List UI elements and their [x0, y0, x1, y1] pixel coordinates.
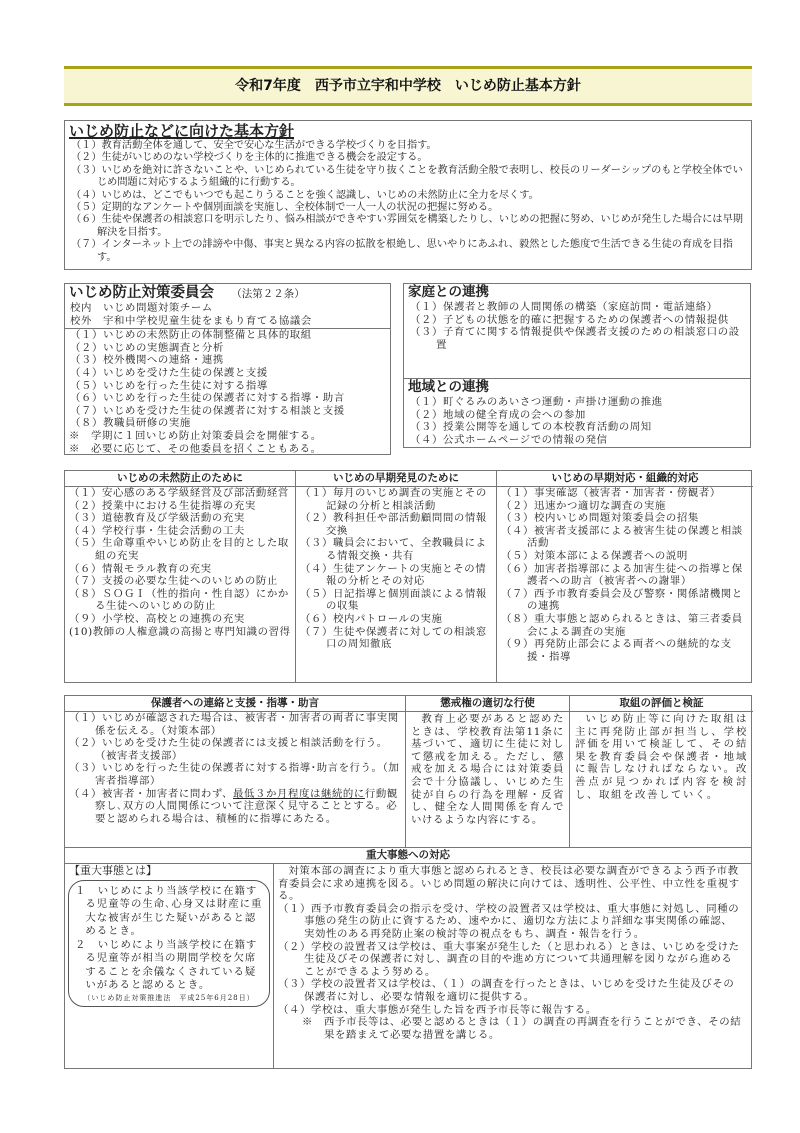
committee-list: [65, 329, 390, 430]
list-item: （６）生徒や保護者の相談窓口を明示したり、悩み相談ができやすい雰囲気を構築したりし、いじめの把握に努め、いじめが発生した場合には早期解決を目指す。: [71, 214, 743, 238]
list-item: （８）重大事態と認められるときは、第三者委員会による調査の実施: [501, 612, 743, 638]
external-value: 宇和中学校児童生徒をまもり育てる協議会: [102, 314, 312, 327]
committee-external: [65, 315, 390, 330]
serious-case-heading: 重大事態への対応: [65, 848, 751, 864]
prevention-column: [65, 471, 296, 682]
list-item: （１）事実確認（被害者・加害者・傍観者）: [501, 487, 721, 499]
list-item: （３）授業公開等を通しての本校教育活動の周知: [410, 421, 652, 434]
list-item: （５）対策本部による保護者への説明: [501, 549, 688, 562]
list-item: （７）いじめを受けた生徒の保護者に対する相談と支援: [70, 404, 345, 417]
list-item: （３）校内いじめ問題対策委員会の招集: [501, 512, 699, 525]
item4-emphasis: 最低３か月程度は継続的に: [233, 787, 365, 800]
list-item: （１）毎月のいじめ調査の実施とその記録の分析と相談活動: [300, 487, 487, 512]
list-item: （３）職員会において、全教職員による情報交換・共有: [300, 537, 487, 562]
list-item: （１）西予市教育委員会の指示を受け、学校の設置者又は学校は、重大事態に対処し、同種の事態の発生の防止に資するため、速やかに、適切な方法により詳細な事実関係の確認、実効性のある再発防止案の検討等の視点をもち、調査・報告を行う。: [278, 902, 740, 940]
discipline-body: 教育上必要があると認めたときは、学校教育法第11条に基づいて、適切に生徒に対して懲戒を加える。ただし、懲戒を加える場合には対策委員会で十分協議し、いじめた生徒が自らの行為を理解・反省し、健全な人間関係を育んでいけるような内容にする。: [411, 713, 564, 826]
list-item: （５）いじめを行った生徒に対する指導: [70, 379, 268, 392]
family-section: [404, 284, 750, 379]
internal-value: いじめ問題対策チーム: [102, 302, 213, 314]
list-item: （１）教育活動全体を通して、安全で安心な生活ができる学校づくりを目指す。: [71, 140, 437, 151]
definition-box: [68, 880, 270, 1007]
list-item: （７）西予市教育委員会及び警察・関係諸機関との連携: [501, 587, 743, 613]
item4-suffix: 行動観察し､双方の人間関係について注意深く見守ることとする。必要と認められる場合は、積極的に指導にあたる。: [95, 787, 398, 825]
committee-heading: いじめ防止対策委員会: [69, 285, 214, 301]
list-item: （４）公式ホームページでの情報の発信: [410, 433, 608, 446]
definition-source: （いじめ防止対策推進法 平成25年6月28日）: [83, 993, 255, 1002]
list-item: （９）小学校、高校との連携の充実: [69, 612, 245, 625]
list-item: （７）生徒や保護者に対しての相談窓口の周知徹底: [300, 625, 487, 651]
list-item: （２）生徒がいじめのない学校づくりを主体的に推進できる機会を設定する。: [71, 152, 428, 164]
support-row-section: [64, 695, 752, 847]
list-item: （２）授業中における生徒指導の充実: [69, 499, 256, 512]
early-detection-list: [296, 487, 496, 651]
serious-case-definition: [65, 863, 274, 1068]
list-item: （４）被害者支援部による被害生徒の保護と相談活動: [501, 524, 743, 550]
definition-item: １ いじめにより当該学校に在籍する児童等の生命､心身又は財産に重大な被害が生じた疑いがあると認めるとき。: [75, 884, 263, 938]
committee-section: [64, 283, 391, 455]
partnership-section: [403, 283, 751, 448]
list-item: [69, 788, 401, 826]
community-list: [404, 396, 750, 446]
definition-label: 【重大事態とは】: [69, 864, 157, 877]
three-column-section: [64, 470, 752, 683]
community-section: [404, 379, 750, 446]
list-item: （８）ＳＯＧＩ（性的指向・性自認）にかかる生徒へのいじめの防止: [69, 587, 289, 613]
evaluation-heading: 取組の評価と検証: [570, 696, 753, 712]
list-item: （２）学校の設置者又は学校は、重大事案が発生した（と思われる）ときは、いじめを受けた生徒及びその保護者に対し、調査の目的や進め方について共通理解を図りながら進めることができるよう努める。: [278, 940, 740, 978]
list-item: （８）教職員研修の実施: [70, 417, 191, 430]
list-item: （２）教科担任や部活動顧問間の情報交換: [300, 512, 487, 537]
list-item: （１）安心感のある学級経営及び部活動経営: [69, 487, 289, 499]
committee-notes: [65, 430, 390, 455]
early-response-list: [497, 487, 753, 663]
list-item: （６）いじめを行った生徒の保護者に対する指導・助言: [70, 392, 345, 405]
committee-internal: [65, 302, 390, 315]
guardian-support-list: [65, 712, 405, 825]
internal-label: 校内: [70, 302, 92, 314]
committee-note: ※ 必要に応じて、その他委員を招くこともある。: [69, 442, 322, 455]
document-title: 令和7年度 西予市立宇和中学校 いじめ防止基本方針: [235, 77, 581, 94]
family-heading: 家庭との連携: [408, 284, 489, 300]
community-heading: 地域との連携: [408, 379, 489, 395]
discipline-column: [406, 696, 570, 847]
serious-case-list: [278, 903, 746, 1016]
early-detection-heading: いじめの早期発見のために: [296, 471, 496, 487]
list-item: （７）支援の必要な生徒へのいじめの防止: [69, 575, 278, 588]
guardian-support-heading: 保護者への連絡と支援・指導・助言: [65, 696, 405, 712]
list-item: （５）定期的なアンケートや個別面談を実施し、全校体制で一人一人の状況の把握に努める。: [71, 202, 499, 214]
list-item: （５）日記指導と個別面談による情報の収集: [300, 587, 487, 613]
serious-case-intro: 対策本部の調査により重大事態と認められるとき、校長は必要な調査ができるよう西予市教育委員会に求め連携を図る。いじめ問題の解決に向けては、透明性、公平性、中立性を重視する。: [278, 865, 740, 903]
evaluation-body: いじめ防止等に向けた取組は主に再発防止部が担当し、学校評価を用いて検証して、その結果を教育委員会や保護者・地域に報告しなければならない。改善点が見つかれば内容を検討し、取組を改善していく。: [575, 713, 748, 801]
basic-policy-heading: いじめ防止などに向けた基本方針: [69, 122, 295, 140]
list-item: （４）いじめは、どこでもいつでも起こりうることを強く認識し、いじめの未然防止に全力を尽くす。: [71, 189, 539, 201]
committee-header: [65, 284, 390, 302]
serious-case-response: [274, 863, 751, 1068]
list-item: （３）いじめを絶対に許さないことや、いじめられている生徒を守り抜くことを教育活動全般で表明し、校長のリーダーシップのもと学校全体でいじめ問題に対応するよう組織的に行動する。: [71, 164, 743, 189]
guardian-support-column: [65, 696, 406, 847]
list-item: （７）インターネット上での誹謗や中傷、事実と異なる内容の拡散を根絶し、思いやりにあふれ、毅然とした態度で生活できる生徒の育成を目指す。: [71, 239, 733, 263]
list-item: （２）子どもの状態を的確に把握するための保護者への情報提供: [410, 313, 729, 326]
list-item: （５）生命尊重やいじめ防止を目的とした取組の充実: [69, 537, 289, 562]
discipline-heading: 懲戒権の適切な行使: [406, 696, 569, 712]
committee-law-ref: （法第２２条）: [231, 288, 305, 300]
list-item: （２）迅速かつ適切な調査の実施: [501, 499, 666, 512]
list-item: （２）地域の健全育成の会への参加: [410, 408, 586, 421]
evaluation-column: [570, 696, 753, 847]
committee-note: ※ 学期に１回いじめ防止対策委員会を開催する。: [69, 429, 322, 442]
list-item: （６）情報モラル教育の充実: [69, 562, 212, 575]
serious-case-section: [64, 847, 752, 1069]
serious-case-note: ※ 西予市長等は、必要と認めるときは（１）の調査の再調査を行うことができ、その結果を踏まえて必要な措置を講じる。: [302, 1016, 742, 1041]
list-item: （３）いじめを行った生徒の保護者に対する指導･助言を行う。（加害者指導部）: [69, 762, 400, 787]
list-item: （２）いじめを受けた生徒の保護者には支援と相談活動を行う。（被害者支援部）: [69, 737, 388, 762]
family-list: [404, 301, 750, 351]
early-response-column: [497, 471, 753, 682]
list-item: （１）いじめの未然防止の体制整備と具体的取組: [70, 329, 312, 342]
list-item: （６）加害者指導部による加害生徒への指導と保護者への助言（被害者への謝罪）: [501, 562, 743, 588]
list-item: （４）いじめを受けた生徒の保護と支援: [70, 366, 268, 379]
list-item: （４）学校行事・生徒会活動の工夫: [69, 524, 245, 537]
list-item: （３）学校の設置者又は学校は、（１）の調査を行ったときは、いじめを受けた生徒及びその保護者に対し、必要な情報を適切に提供する。: [278, 978, 735, 1003]
list-item: （３）子育てに関する情報提供や保護者支援のための相談窓口の設置: [410, 326, 740, 351]
early-detection-column: [296, 471, 497, 682]
list-item: （１）町ぐるみのあいさつ運動・声掛け運動の推進: [410, 396, 663, 408]
basic-policy-section: [64, 120, 752, 270]
list-item: （３）道徳教育及び学級活動の充実: [69, 512, 245, 525]
list-item: （４）生徒アンケートの実施とその情報の分析とその対応: [300, 562, 487, 588]
list-item: （３）校外機関への連絡・連携: [70, 354, 224, 367]
list-item: （２）いじめの実態調査と分析: [70, 341, 224, 354]
list-item: （４）学校は、重大事態が発生した旨を西予市長等に報告する。: [278, 1003, 597, 1016]
list-item: （１）保護者と教師の人間関係の構築（家庭訪問・電話連絡）: [410, 301, 718, 313]
list-item: （６）校内パトロールの実施: [300, 612, 443, 625]
list-item: （９）再発防止部会による両者への継続的な支援・指導: [501, 638, 732, 663]
item4-prefix: （４）被害者・加害者に問わず、: [69, 787, 234, 800]
prevention-list: [65, 487, 295, 638]
basic-policy-list: [65, 140, 751, 264]
definition-item: ２ いじめにより当該学校に在籍する児童等が相当の期間学校を欠席することを余儀なくされている疑いがあると認めるとき。: [75, 938, 258, 992]
list-item: （１）いじめが確認された場合は、被害者・加害者の両者に事実関係を伝える。（対策本部）: [69, 712, 399, 737]
external-label: 校外: [70, 314, 92, 327]
document-title-band: [64, 66, 752, 106]
prevention-heading: いじめの未然防止のために: [65, 471, 295, 487]
early-response-heading: いじめの早期対応・組織的対応: [497, 471, 753, 487]
list-item: (10)教師の人権意識の高揚と専門知識の習得: [69, 625, 291, 638]
